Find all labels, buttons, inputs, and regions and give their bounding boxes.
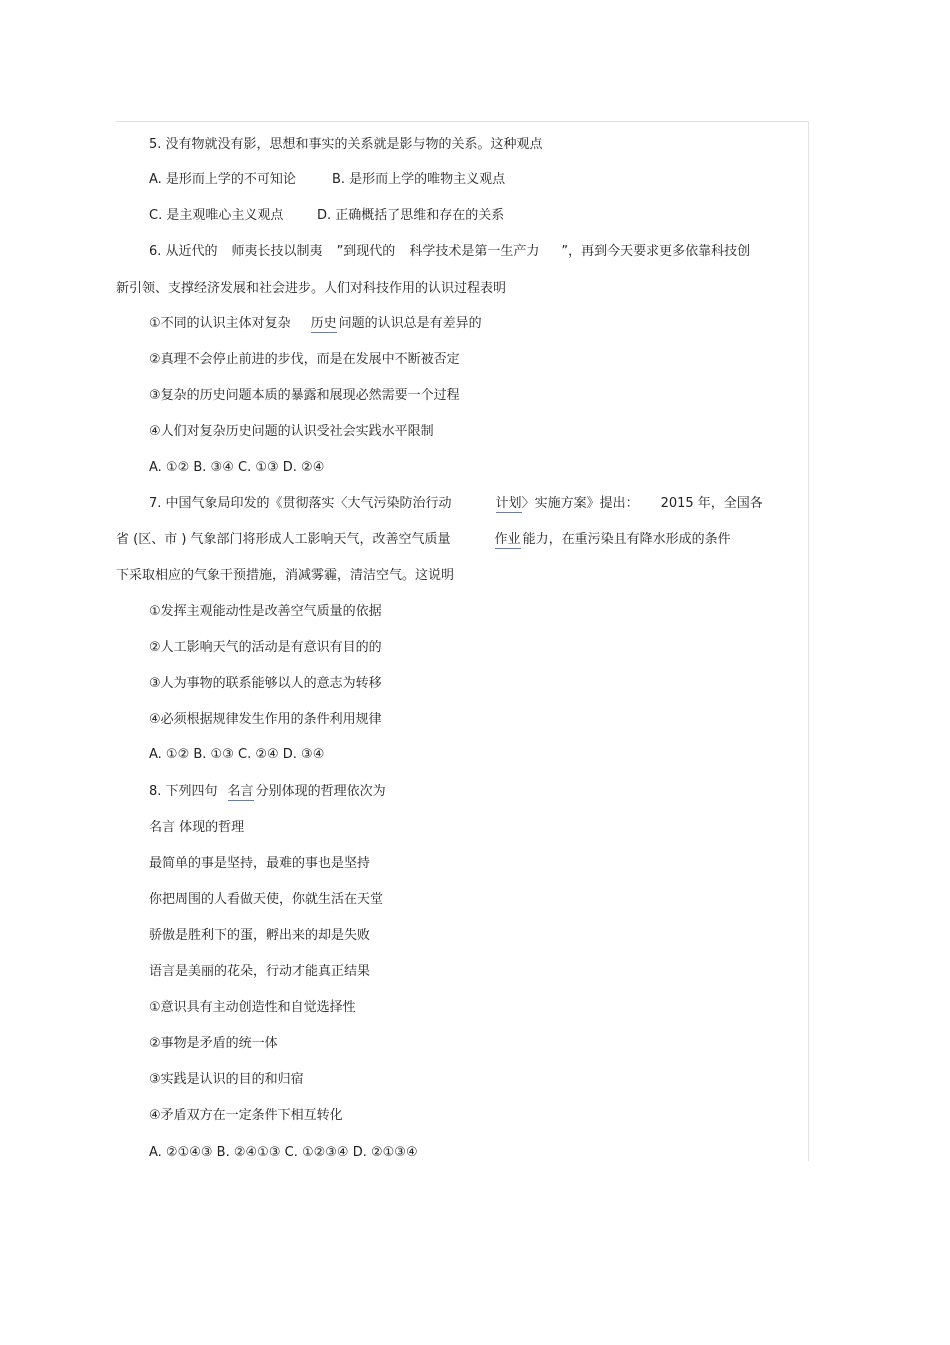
q8-table-header: 名言 体现的哲理	[149, 820, 245, 835]
q6-item-1-part1: ①不同的认识主体对复杂	[149, 316, 291, 331]
q8-item-2: ②事物是矛盾的统一体	[149, 1036, 278, 1051]
q6-stem-part2: 师夷长技以制夷	[231, 244, 323, 259]
q7-stem-line3: 下采取相应的气象干预措施，消减雾霾，清洁空气。这说明	[116, 568, 455, 583]
q7-line2-part2: 能力，在重污染且有降水形成的条件	[522, 532, 731, 547]
q8-stem	[149, 783, 386, 801]
page-frame-top	[116, 121, 808, 122]
q7-line2-part1: 省 (区、市 ) 气象部门将形成人工影响天气，改善空气质量	[116, 532, 451, 547]
q7-line2-underlined: 作业	[494, 532, 521, 547]
q6-stem-line2: 新引领、支撑经济发展和社会进步。人们对科技作用的认识过程表明	[116, 281, 507, 296]
q7-stem-underlined-plan: 计划	[495, 496, 522, 511]
q6-stem-part3: ”到现代的	[336, 244, 396, 259]
q7-item-2: ②人工影响天气的活动是有意识有目的的	[149, 640, 382, 655]
q6-item-3: ③复杂的历史问题本质的暴露和展现必然需要一个过程	[149, 388, 460, 403]
q6-item-4: ④人们对复杂历史问题的认识受社会实践水平限制	[149, 424, 434, 439]
q7-item-4: ④必须根据规律发生作用的条件利用规律	[149, 712, 382, 727]
q5-option-d: D. 正确概括了思维和存在的关系	[317, 208, 505, 223]
page-frame-right	[808, 121, 809, 1161]
q8-saying-4: 语言是美丽的花朵，行动才能真正结果	[149, 964, 371, 979]
q7-stem-line1	[149, 495, 763, 513]
q6-stem-line1	[149, 243, 750, 261]
q8-stem-part2: 分别体现的哲理依次为	[255, 784, 386, 799]
q8-stem-underlined: 名言	[227, 784, 254, 799]
q6-item-2: ②真理不会停止前进的步伐，而是在发展中不断被否定	[149, 352, 460, 367]
q7-stem-line2	[116, 531, 731, 549]
q8-saying-3: 骄傲是胜利下的蛋，孵出来的却是失败	[149, 928, 371, 943]
q6-stem-part1: 6. 从近代的	[149, 244, 218, 259]
q6-options: A. ①② B. ③④ C. ①③ D. ②④	[149, 460, 325, 475]
q7-item-1: ①发挥主观能动性是改善空气质量的依据	[149, 604, 382, 619]
q7-stem-part3: 2015 年，全国各	[660, 496, 763, 511]
q6-stem-part5: ”，再到今天要求更多依靠科技创	[561, 244, 751, 259]
q8-item-4: ④矛盾双方在一定条件下相互转化	[149, 1108, 343, 1123]
q7-stem-part1: 7. 中国气象局印发的《贯彻落实〈大气污染防治行动	[149, 496, 452, 511]
q7-stem-part2: 〉实施方案》提出：	[521, 496, 639, 511]
q8-stem-part1: 8. 下列四句	[149, 784, 218, 799]
q8-item-3: ③实践是认识的目的和归宿	[149, 1072, 304, 1087]
q8-item-1: ①意识具有主动创造性和自觉选择性	[149, 1000, 356, 1015]
q6-stem-part4: 科学技术是第一生产力	[409, 244, 540, 259]
q5-stem: 5. 没有物就没有影，思想和事实的关系就是影与物的关系。这种观点	[149, 137, 543, 152]
q6-item-1-underlined: 历史	[310, 316, 337, 331]
q7-options: A. ①② B. ①③ C. ②④ D. ③④	[149, 747, 325, 762]
q5-option-b: B. 是形而上学的唯物主义观点	[332, 172, 506, 187]
q7-item-3: ③人为事物的联系能够以人的意志为转移	[149, 676, 382, 691]
q5-option-a: A. 是形而上学的不可知论	[149, 172, 296, 187]
q8-options: A. ②①④③ B. ②④①③ C. ①②③④ D. ②①③④	[149, 1145, 418, 1160]
q6-item-1	[149, 315, 482, 333]
q6-item-1-part2: 问题的认识总是有差异的	[338, 316, 482, 331]
q8-saying-2: 你把周围的人看做天使，你就生活在天堂	[149, 892, 384, 907]
q5-option-c: C. 是主观唯心主义观点	[149, 208, 284, 223]
q8-saying-1: 最简单的事是坚持，最难的事也是坚持	[149, 856, 371, 871]
